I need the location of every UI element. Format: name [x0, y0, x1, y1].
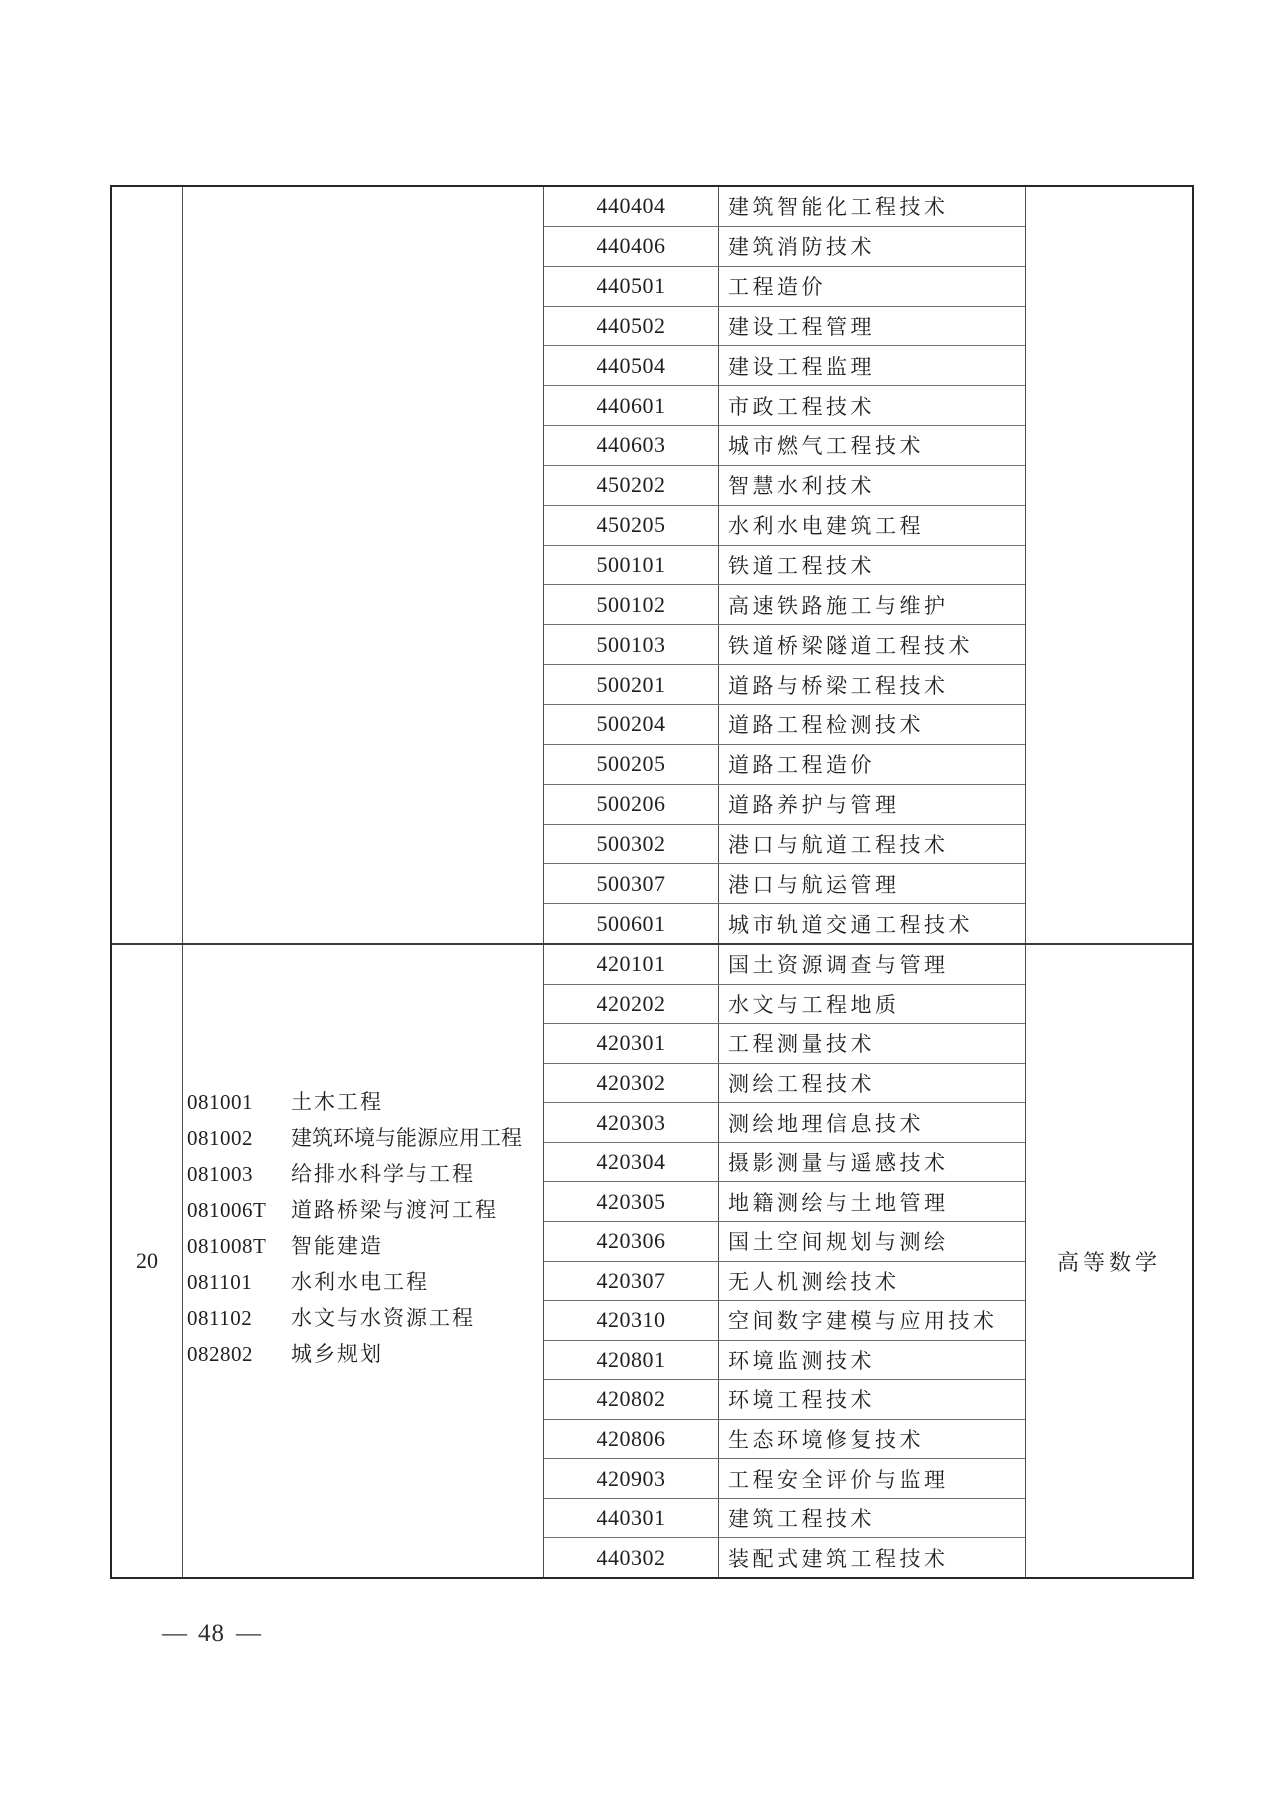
table-row	[544, 825, 1025, 865]
program-code-cell: 500307	[544, 864, 719, 903]
program-code-cell: 500103	[544, 625, 719, 664]
program-name-cell: 城市燃气工程技术	[728, 434, 924, 459]
program-code-cell: 420306	[544, 1222, 719, 1261]
footer-dash-left: —	[162, 1620, 187, 1647]
program-name-cell: 测绘工程技术	[728, 1071, 875, 1096]
program-code: 081101	[187, 1270, 253, 1294]
program-name-cell: 港口与航道工程技术	[728, 832, 949, 857]
table-row	[544, 1262, 1025, 1302]
program-code-cell: 420802	[544, 1380, 719, 1419]
program-code-cell: 440301	[544, 1499, 719, 1538]
program-code-cell: 420202	[544, 985, 719, 1024]
program-name-cell: 工程测量技术	[728, 1032, 875, 1057]
table-row	[544, 187, 1025, 227]
program-name-cell: 工程造价	[728, 275, 826, 300]
program-name-cell: 建设工程管理	[728, 314, 875, 339]
program-code-cell: 440302	[544, 1538, 719, 1577]
table-row	[544, 1222, 1025, 1262]
table-row	[544, 267, 1025, 307]
table-row	[544, 785, 1025, 825]
program-code-cell: 420801	[544, 1341, 719, 1380]
program-name-cell: 环境监测技术	[728, 1348, 875, 1373]
table-row	[544, 307, 1025, 347]
program-code-cell: 440603	[544, 426, 719, 465]
exam-subject-cell	[1025, 187, 1192, 943]
exam-subject-table	[110, 185, 1194, 1579]
table-row	[544, 945, 1025, 985]
program-code-cell: 420903	[544, 1459, 719, 1498]
page-footer	[162, 1620, 261, 1648]
program-name: 水利水电工程	[291, 1270, 429, 1294]
table-block-20	[112, 945, 1192, 1577]
table-row	[544, 1103, 1025, 1143]
program-code-cell: 500206	[544, 785, 719, 824]
program-name: 建筑环境与能源应用工程	[291, 1126, 522, 1150]
program-name-cell: 道路养护与管理	[728, 793, 900, 818]
list-item	[187, 1120, 543, 1156]
program-name-cell: 空间数字建模与应用技术	[728, 1309, 998, 1334]
program-name-cell: 水文与工程地质	[728, 992, 900, 1017]
program-code-cell: 420303	[544, 1103, 719, 1142]
program-code: 081002	[187, 1126, 253, 1150]
program-name-cell: 建筑工程技术	[728, 1507, 875, 1532]
program-name: 土木工程	[291, 1090, 383, 1114]
program-name-cell: 道路工程检测技术	[728, 713, 924, 738]
list-item	[187, 1192, 543, 1228]
program-name-cell: 生态环境修复技术	[728, 1428, 924, 1453]
program-name-cell: 地籍测绘与土地管理	[728, 1190, 949, 1215]
table-row	[544, 625, 1025, 665]
program-code: 081102	[187, 1306, 253, 1330]
list-item	[187, 1336, 543, 1372]
exam-subject-cell: 高等数学	[1025, 945, 1192, 1577]
program-code: 081003	[187, 1162, 253, 1186]
program-name: 智能建造	[291, 1234, 383, 1258]
program-code-cell: 420310	[544, 1301, 719, 1340]
table-row	[544, 546, 1025, 586]
list-item	[187, 1228, 543, 1264]
program-code-cell: 420101	[544, 945, 719, 984]
program-code-cell: 450202	[544, 466, 719, 505]
program-code: 082802	[187, 1342, 253, 1366]
program-code-cell: 440406	[544, 227, 719, 266]
vocational-program-rows	[543, 945, 1025, 1577]
program-name: 城乡规划	[291, 1342, 383, 1366]
program-name-cell: 测绘地理信息技术	[728, 1111, 924, 1136]
table-row	[544, 466, 1025, 506]
table-row	[544, 665, 1025, 705]
program-name-cell: 摄影测量与遥感技术	[728, 1151, 949, 1176]
program-name-cell: 铁道工程技术	[728, 554, 875, 579]
table-row	[544, 346, 1025, 386]
table-row	[544, 1301, 1025, 1341]
table-row	[544, 1420, 1025, 1460]
table-row	[544, 1143, 1025, 1183]
program-code-cell: 500205	[544, 745, 719, 784]
table-row	[544, 426, 1025, 466]
program-code: 081001	[187, 1090, 253, 1114]
program-code-cell: 500201	[544, 665, 719, 704]
table-row	[544, 227, 1025, 267]
program-code-cell: 500102	[544, 585, 719, 624]
program-name-cell: 国土空间规划与测绘	[728, 1230, 949, 1255]
program-code-cell: 500601	[544, 904, 719, 943]
program-name-cell: 建筑消防技术	[728, 235, 875, 260]
program-code-cell: 420302	[544, 1064, 719, 1103]
program-code-cell: 500101	[544, 546, 719, 585]
table-row	[544, 506, 1025, 546]
program-name-cell: 工程安全评价与监理	[728, 1467, 949, 1492]
program-code-cell: 440502	[544, 307, 719, 346]
undergrad-majors-list	[187, 1084, 543, 1372]
program-code-cell: 420301	[544, 1024, 719, 1063]
table-row	[544, 1341, 1025, 1381]
program-name: 道路桥梁与渡河工程	[291, 1198, 498, 1222]
program-code-cell: 420806	[544, 1420, 719, 1459]
program-name-cell: 高速铁路施工与维护	[728, 593, 949, 618]
program-code-cell: 420305	[544, 1182, 719, 1221]
table-row	[544, 1499, 1025, 1539]
table-row	[544, 1459, 1025, 1499]
table-row	[544, 1380, 1025, 1420]
row-number-cell	[112, 187, 182, 943]
program-name-cell: 无人机测绘技术	[728, 1269, 900, 1294]
program-name-cell: 铁道桥梁隧道工程技术	[728, 633, 973, 658]
program-name-cell: 水利水电建筑工程	[728, 514, 924, 539]
program-name-cell: 建筑智能化工程技术	[728, 195, 949, 220]
program-name-cell: 道路与桥梁工程技术	[728, 673, 949, 698]
footer-dash-right: —	[236, 1620, 261, 1647]
row-number-cell: 20	[136, 1248, 158, 1273]
program-name-cell: 智慧水利技术	[728, 474, 875, 499]
list-item	[187, 1264, 543, 1300]
program-name-cell: 城市轨道交通工程技术	[728, 912, 973, 937]
list-item	[187, 1084, 543, 1120]
program-name-cell: 港口与航运管理	[728, 872, 900, 897]
table-row	[544, 1024, 1025, 1064]
table-row	[544, 1182, 1025, 1222]
table-block-continued	[112, 187, 1192, 945]
program-code-cell: 440404	[544, 187, 719, 226]
undergrad-majors-cell	[182, 187, 543, 943]
table-row	[544, 985, 1025, 1025]
program-name: 给排水科学与工程	[291, 1162, 475, 1186]
table-row	[544, 1064, 1025, 1104]
program-code-cell: 440501	[544, 267, 719, 306]
program-code-cell: 500204	[544, 705, 719, 744]
program-name-cell: 建设工程监理	[728, 354, 875, 379]
page-number: 48	[198, 1620, 225, 1647]
table-row	[544, 864, 1025, 904]
program-name-cell: 国土资源调查与管理	[728, 953, 949, 978]
table-row	[544, 745, 1025, 785]
program-code: 081006T	[187, 1198, 267, 1222]
table-row	[544, 904, 1025, 943]
program-code-cell: 440601	[544, 386, 719, 425]
program-code-cell: 420307	[544, 1262, 719, 1301]
table-row	[544, 705, 1025, 745]
program-name-cell: 道路工程造价	[728, 753, 875, 778]
program-name-cell: 市政工程技术	[728, 394, 875, 419]
program-code-cell: 440504	[544, 346, 719, 385]
program-code: 081008T	[187, 1234, 267, 1258]
vocational-program-rows	[543, 187, 1025, 943]
table-row	[544, 585, 1025, 625]
program-name-cell: 环境工程技术	[728, 1388, 875, 1413]
program-code-cell: 420304	[544, 1143, 719, 1182]
list-item	[187, 1156, 543, 1192]
table-row	[544, 386, 1025, 426]
program-name: 水文与水资源工程	[291, 1306, 475, 1330]
list-item	[187, 1300, 543, 1336]
undergrad-majors-cell	[182, 945, 543, 1577]
table-row	[544, 1538, 1025, 1577]
program-code-cell: 450205	[544, 506, 719, 545]
program-code-cell: 500302	[544, 825, 719, 864]
program-name-cell: 装配式建筑工程技术	[728, 1546, 949, 1571]
